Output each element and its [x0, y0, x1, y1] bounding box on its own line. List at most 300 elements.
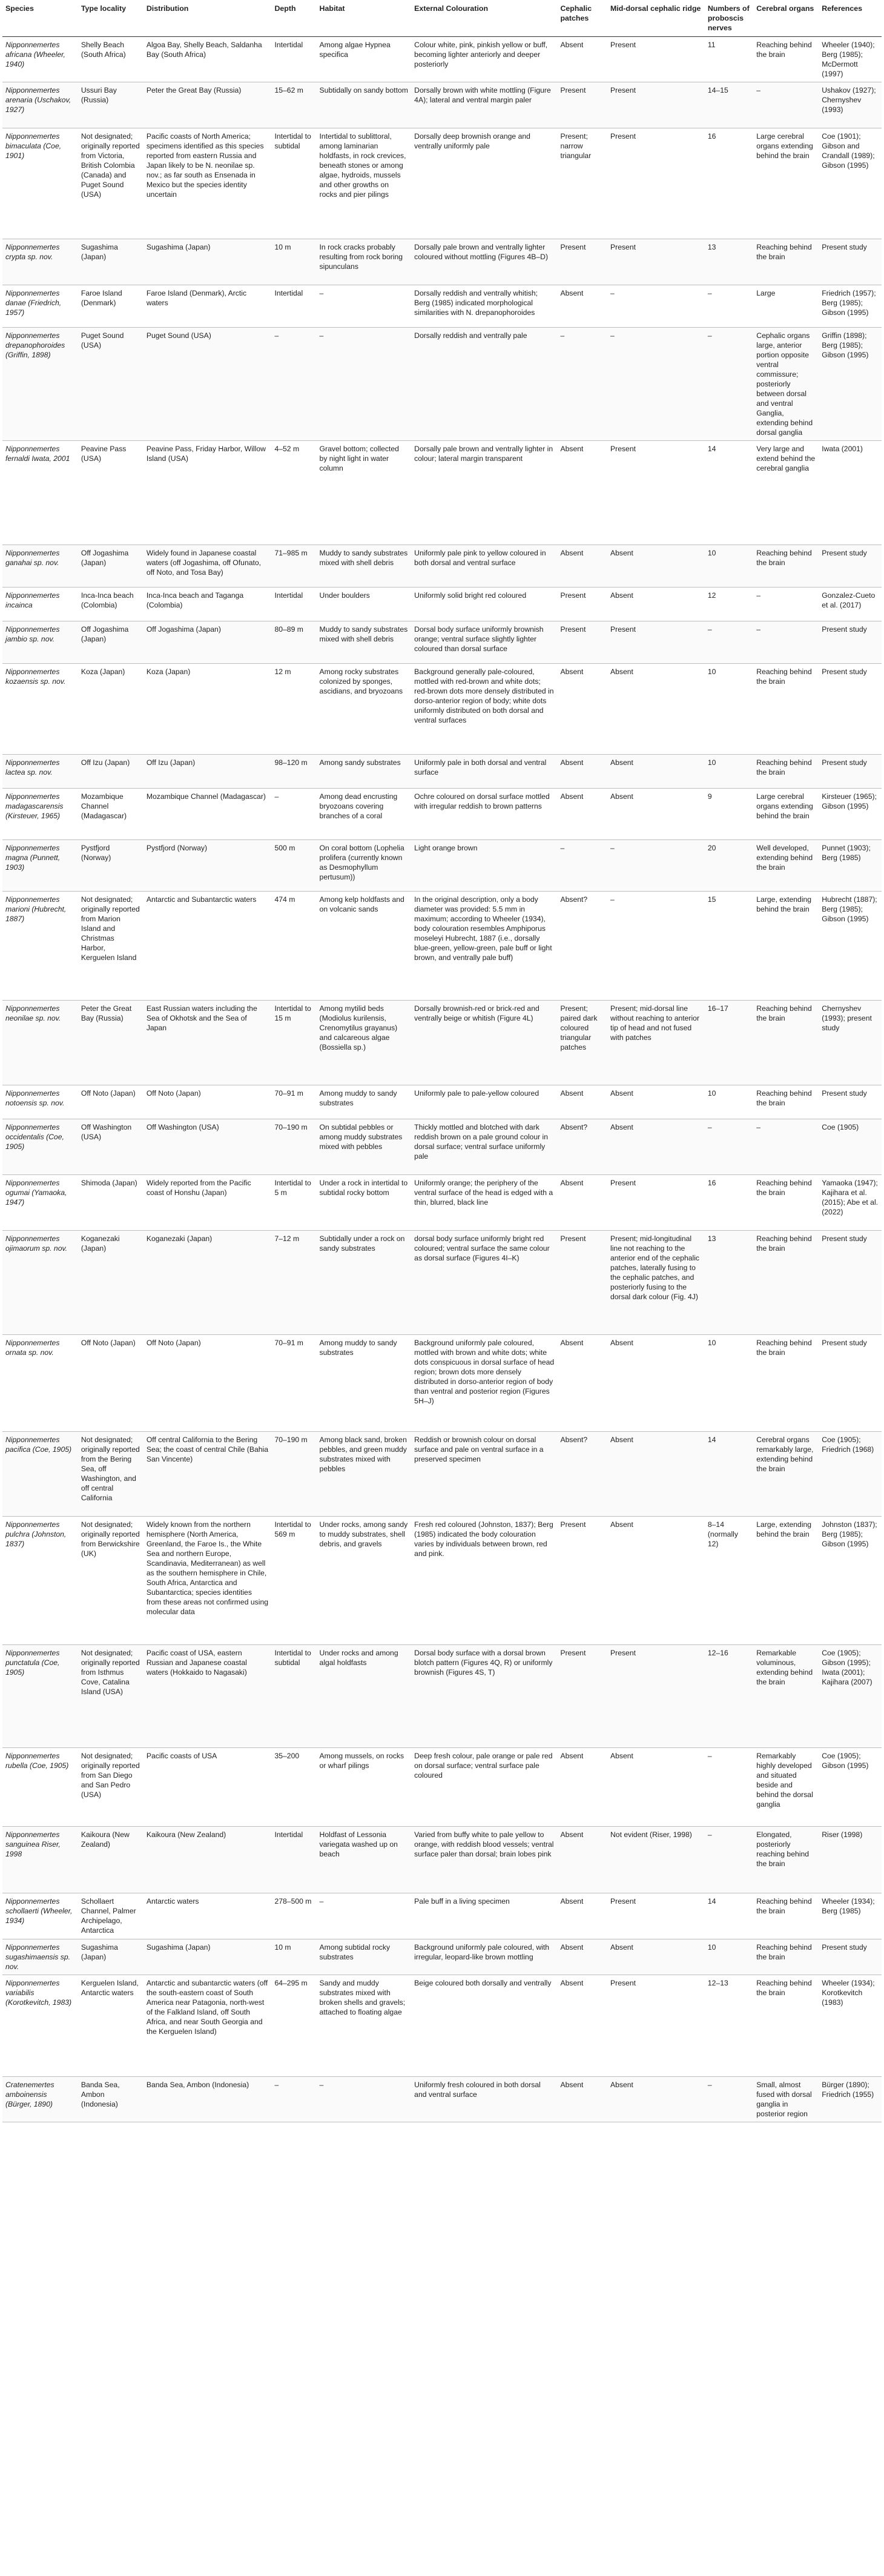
cell-cerebral-organs: Well developed, extending behind the brain	[753, 840, 819, 892]
cell-external-colouration: Uniformly fresh coloured in both dorsal and ventral surface	[411, 2077, 557, 2122]
table-row	[2, 621, 882, 664]
table-row	[2, 664, 882, 755]
cell-proboscis-nerves: 10	[705, 1335, 753, 1432]
cell-species: Nipponnemertes kozaensis sp. nov.	[2, 664, 78, 755]
cell-cerebral-organs: Large cerebral organs extending behind the brain	[753, 789, 819, 840]
cell-type-locality: Faroe Island (Denmark)	[78, 285, 143, 328]
cell-distribution: Off Jogashima (Japan)	[143, 621, 272, 664]
table-row	[2, 588, 882, 621]
cell-distribution: Pystfjord (Norway)	[143, 840, 272, 892]
cell-mid-dorsal-ridge: Absent	[607, 755, 705, 789]
cell-references: Griffin (1898); Berg (1985); Gibson (1995)	[819, 328, 882, 441]
cell-external-colouration: Thickly mottled and blotched with dark reddish brown on a pale ground colour in dorsal surface; ventral surface uniformly pale	[411, 1119, 557, 1175]
cell-external-colouration: Ochre coloured on dorsal surface mottled with irregular reddish to brown patterns	[411, 789, 557, 840]
cell-cerebral-organs: Large, extending behind the brain	[753, 892, 819, 1001]
cell-cerebral-organs: Reaching behind the brain	[753, 239, 819, 285]
cell-species: Nipponnemertes variabilis (Korotkevitch, 1983)	[2, 1975, 78, 2077]
cell-distribution: Faroe Island (Denmark), Arctic waters	[143, 285, 272, 328]
header-references: References	[819, 1, 882, 37]
cell-habitat: On coral bottom (Lophelia prolifera (currently known as Desmophyllum pertusum))	[317, 840, 412, 892]
cell-species: Nipponnemertes ganahai sp. nov.	[2, 545, 78, 588]
cell-references: Wheeler (1934); Korotkevitch (1983)	[819, 1975, 882, 2077]
cell-mid-dorsal-ridge: Present; mid-longitudinal line not reaching to the anterior end of the cephalic patches, laterally fusing to the cephalic patches, and posteriorly fusing to the dorsal dark colour (Fig. 4J)	[607, 1231, 705, 1335]
cell-mid-dorsal-ridge: Present	[607, 128, 705, 239]
cell-distribution: Widely known from the northern hemisphere (North America, Greenland, the Faroe Is., the White Sea and northern Europe, Scandinavia, Mediterranean) as well as the southern hemisphere in Chile, South Africa, Antarctica and Subantarctica; species identities from these areas not confirmed using molecular data	[143, 1517, 272, 1645]
cell-depth: 70–91 m	[271, 1085, 316, 1119]
table-row	[2, 789, 882, 840]
header-depth: Depth	[271, 1, 316, 37]
cell-depth: 500 m	[271, 840, 316, 892]
cell-mid-dorsal-ridge: Present	[607, 441, 705, 545]
cell-cephalic-patches: Absent	[557, 1827, 607, 1893]
cell-references: Riser (1998)	[819, 1827, 882, 1893]
cell-proboscis-nerves: 12–16	[705, 1645, 753, 1748]
cell-cephalic-patches: Present	[557, 239, 607, 285]
cell-cephalic-patches: Absent	[557, 1748, 607, 1827]
cell-mid-dorsal-ridge: –	[607, 328, 705, 441]
cell-species: Nipponnemertes africana (Wheeler, 1940)	[2, 37, 78, 82]
cell-distribution: Off Washington (USA)	[143, 1119, 272, 1175]
cell-species: Nipponnemertes ornata sp. nov.	[2, 1335, 78, 1432]
cell-cephalic-patches: Present	[557, 1517, 607, 1645]
cell-proboscis-nerves: 11	[705, 37, 753, 82]
table-row	[2, 1975, 882, 2077]
table-row	[2, 1893, 882, 1939]
cell-references: Coe (1905); Gibson (1995)	[819, 1748, 882, 1827]
cell-cephalic-patches: Absent	[557, 1939, 607, 1975]
cell-depth: 7–12 m	[271, 1231, 316, 1335]
cell-references: Johnston (1837); Berg (1985); Gibson (1995)	[819, 1517, 882, 1645]
table-row	[2, 239, 882, 285]
cell-cerebral-organs: –	[753, 621, 819, 664]
cell-mid-dorsal-ridge: Present	[607, 1975, 705, 2077]
cell-mid-dorsal-ridge: Absent	[607, 1432, 705, 1517]
cell-type-locality: Off Izu (Japan)	[78, 755, 143, 789]
cell-type-locality: Kaikoura (New Zealand)	[78, 1827, 143, 1893]
table-row	[2, 1085, 882, 1119]
cell-depth: Intertidal to 15 m	[271, 1001, 316, 1085]
cell-cephalic-patches: Absent	[557, 755, 607, 789]
table-row	[2, 1001, 882, 1085]
cell-proboscis-nerves: –	[705, 328, 753, 441]
cell-cerebral-organs: Reaching behind the brain	[753, 1175, 819, 1231]
cell-cephalic-patches: Absent	[557, 2077, 607, 2122]
cell-habitat: Among mussels, on rocks or wharf pilings	[317, 1748, 412, 1827]
cell-habitat: Among black sand, broken pebbles, and green muddy substrates mixed with pebbles	[317, 1432, 412, 1517]
cell-cerebral-organs: Reaching behind the brain	[753, 1975, 819, 2077]
cell-proboscis-nerves: 15	[705, 892, 753, 1001]
cell-depth: Intertidal	[271, 285, 316, 328]
cell-proboscis-nerves: –	[705, 2077, 753, 2122]
table-row	[2, 1231, 882, 1335]
cell-type-locality: Sugashima (Japan)	[78, 239, 143, 285]
cell-proboscis-nerves: 10	[705, 545, 753, 588]
cell-type-locality: Off Jogashima (Japan)	[78, 621, 143, 664]
cell-proboscis-nerves: 13	[705, 239, 753, 285]
cell-distribution: Koganezaki (Japan)	[143, 1231, 272, 1335]
cell-cephalic-patches: Absent	[557, 37, 607, 82]
cell-habitat: –	[317, 1893, 412, 1939]
cell-references: Present study	[819, 239, 882, 285]
cell-habitat: Gravel bottom; collected by night light in water column	[317, 441, 412, 545]
cell-species: Nipponnemertes sugashimaensis sp. nov.	[2, 1939, 78, 1975]
cell-cephalic-patches: –	[557, 328, 607, 441]
cell-type-locality: Peavine Pass (USA)	[78, 441, 143, 545]
table-header-row	[2, 1, 882, 37]
cell-external-colouration: Dorsally brown with white mottling (Figure 4A); lateral and ventral margin paler	[411, 82, 557, 128]
cell-references: Hubrecht (1887); Berg (1985); Gibson (1995)	[819, 892, 882, 1001]
cell-proboscis-nerves: 14	[705, 1893, 753, 1939]
cell-species: Nipponnemertes magna (Punnett, 1903)	[2, 840, 78, 892]
cell-type-locality: Sugashima (Japan)	[78, 1939, 143, 1975]
cell-type-locality: Inca-Inca beach (Colombia)	[78, 588, 143, 621]
cell-depth: Intertidal to subtidal	[271, 1645, 316, 1748]
header-proboscis-nerves: Numbers of proboscis nerves	[705, 1, 753, 37]
cell-type-locality: Not designated; originally reported from the Bering Sea, off Washington, and off central California	[78, 1432, 143, 1517]
table-row	[2, 328, 882, 441]
cell-proboscis-nerves: 12–13	[705, 1975, 753, 2077]
cell-mid-dorsal-ridge: Absent	[607, 1517, 705, 1645]
cell-mid-dorsal-ridge: Present	[607, 1175, 705, 1231]
cell-species: Nipponnemertes arenaria (Uschakov, 1927)	[2, 82, 78, 128]
cell-external-colouration: In the original description, only a body diameter was provided: 5.5 mm in maximum; according to Wheeler (1934), body colouration resembles Amphiporus moseleyi Hubrecht, 1887 (i.e., dorsally blue-green, yellow-green, pale buff or light brown, and ventrally pale buff)	[411, 892, 557, 1001]
cell-habitat: In rock cracks probably resulting from rock boring sipunculans	[317, 239, 412, 285]
cell-depth: Intertidal	[271, 1827, 316, 1893]
cell-distribution: Widely reported from the Pacific coast of Honshu (Japan)	[143, 1175, 272, 1231]
cell-habitat: Among dead encrusting bryozoans covering branches of a coral	[317, 789, 412, 840]
cell-cephalic-patches: Absent	[557, 1175, 607, 1231]
cell-depth: 10 m	[271, 1939, 316, 1975]
cell-habitat: Among muddy to sandy substrates	[317, 1085, 412, 1119]
cell-references: Friedrich (1957); Berg (1985); Gibson (1995)	[819, 285, 882, 328]
cell-external-colouration: Dorsally pale brown and ventrally lighter in colour; lateral margin transparent	[411, 441, 557, 545]
cell-type-locality: Off Noto (Japan)	[78, 1085, 143, 1119]
cell-distribution: Inca-Inca beach and Taganga (Colombia)	[143, 588, 272, 621]
cell-type-locality: Mozambique Channel (Madagascar)	[78, 789, 143, 840]
cell-mid-dorsal-ridge: Present	[607, 1645, 705, 1748]
cell-cephalic-patches: Absent	[557, 545, 607, 588]
cell-species: Nipponnemertes occidentalis (Coe, 1905)	[2, 1119, 78, 1175]
header-habitat: Habitat	[317, 1, 412, 37]
cell-type-locality: Banda Sea, Ambon (Indonesia)	[78, 2077, 143, 2122]
cell-habitat: Muddy to sandy substrates mixed with shell debris	[317, 621, 412, 664]
cell-proboscis-nerves: –	[705, 1827, 753, 1893]
header-cerebral-organs: Cerebral organs	[753, 1, 819, 37]
cell-habitat: On subtidal pebbles or among muddy substrates mixed with pebbles	[317, 1119, 412, 1175]
cell-species: Nipponnemertes lactea sp. nov.	[2, 755, 78, 789]
cell-mid-dorsal-ridge: Present; mid-dorsal line without reaching to anterior tip of head and not fused with patches	[607, 1001, 705, 1085]
cell-habitat: Under a rock in intertidal to subtidal rocky bottom	[317, 1175, 412, 1231]
cell-cerebral-organs: –	[753, 82, 819, 128]
cell-cephalic-patches: Absent?	[557, 892, 607, 1001]
cell-cerebral-organs: Reaching behind the brain	[753, 1231, 819, 1335]
cell-references: Coe (1905)	[819, 1119, 882, 1175]
cell-habitat: Subtidally under a rock on sandy substrates	[317, 1231, 412, 1335]
cell-depth: –	[271, 789, 316, 840]
cell-mid-dorsal-ridge: –	[607, 840, 705, 892]
cell-habitat: Under boulders	[317, 588, 412, 621]
cell-species: Nipponnemertes jambio sp. nov.	[2, 621, 78, 664]
cell-habitat: Intertidal to sublittoral, among laminarian holdfasts, in rock crevices, beneath stones or among algae, hydroids, mussels and other growths on rocks and pier pilings	[317, 128, 412, 239]
cell-proboscis-nerves: –	[705, 285, 753, 328]
cell-habitat: Subtidally on sandy bottom	[317, 82, 412, 128]
cell-cerebral-organs: Reaching behind the brain	[753, 37, 819, 82]
cell-external-colouration: Dorsal body surface uniformly brownish orange; ventral surface slightly lighter coloured than dorsal surface	[411, 621, 557, 664]
cell-distribution: Peavine Pass, Friday Harbor, Willow Island (USA)	[143, 441, 272, 545]
cell-cerebral-organs: Elongated, posteriorly reaching behind the brain	[753, 1827, 819, 1893]
cell-depth: Intertidal to 569 m	[271, 1517, 316, 1645]
cell-external-colouration: Uniformly orange; the periphery of the ventral surface of the head is edged with a thin, blurred, black line	[411, 1175, 557, 1231]
cell-references: Punnet (1903); Berg (1985)	[819, 840, 882, 892]
cell-species: Nipponnemertes ojimaorum sp. nov.	[2, 1231, 78, 1335]
cell-type-locality: Not designated; originally reported from Isthmus Cove, Catalina Island (USA)	[78, 1645, 143, 1748]
cell-distribution: Antarctic and subantarctic waters (off the south-eastern coast of South America near Patagonia, north-west of the Falkland Island, off South Africa, and near South Georgia and the Kerguelen Island)	[143, 1975, 272, 2077]
cell-species: Nipponnemertes bimaculata (Coe, 1901)	[2, 128, 78, 239]
cell-references: Present study	[819, 1085, 882, 1119]
cell-proboscis-nerves: 14	[705, 1432, 753, 1517]
cell-cerebral-organs: Very large and extend behind the cerebral ganglia	[753, 441, 819, 545]
cell-proboscis-nerves: 10	[705, 1939, 753, 1975]
cell-distribution: Koza (Japan)	[143, 664, 272, 755]
table-row	[2, 128, 882, 239]
cell-distribution: Banda Sea, Ambon (Indonesia)	[143, 2077, 272, 2122]
cell-habitat: Among subtidal rocky substrates	[317, 1939, 412, 1975]
cell-mid-dorsal-ridge: Absent	[607, 1748, 705, 1827]
cell-depth: 278–500 m	[271, 1893, 316, 1939]
cell-cerebral-organs: Reaching behind the brain	[753, 1335, 819, 1432]
cell-type-locality: Koza (Japan)	[78, 664, 143, 755]
cell-external-colouration: Colour white, pink, pinkish yellow or buff, becoming lighter anteriorly and deeper posteriorly	[411, 37, 557, 82]
cell-distribution: Widely found in Japanese coastal waters (off Jogashima, off Ofunato, off Noto, and Tosa Bay)	[143, 545, 272, 588]
cell-depth: 474 m	[271, 892, 316, 1001]
cell-mid-dorsal-ridge: Absent	[607, 2077, 705, 2122]
cell-references: Iwata (2001)	[819, 441, 882, 545]
cell-proboscis-nerves: 16	[705, 128, 753, 239]
cell-references: Bürger (1890); Friedrich (1955)	[819, 2077, 882, 2122]
cell-external-colouration: Background uniformly pale coloured, with irregular, leopard-like brown mottling	[411, 1939, 557, 1975]
cell-distribution: Sugashima (Japan)	[143, 1939, 272, 1975]
table-row	[2, 37, 882, 82]
cell-references: Coe (1901); Gibson and Crandall (1989); Gibson (1995)	[819, 128, 882, 239]
cell-distribution: Off Noto (Japan)	[143, 1335, 272, 1432]
cell-distribution: Pacific coast of USA, eastern Russian and Japanese coastal waters (Hokkaido to Nagasaki)	[143, 1645, 272, 1748]
cell-distribution: Pacific coasts of USA	[143, 1748, 272, 1827]
cell-cephalic-patches: Present	[557, 588, 607, 621]
cell-cephalic-patches: Present	[557, 82, 607, 128]
cell-cerebral-organs: Large	[753, 285, 819, 328]
cell-type-locality: Not designated; originally reported from San Diego and San Pedro (USA)	[78, 1748, 143, 1827]
cell-cephalic-patches: Present	[557, 621, 607, 664]
cell-mid-dorsal-ridge: Present	[607, 37, 705, 82]
cell-depth: 80–89 m	[271, 621, 316, 664]
cell-cephalic-patches: –	[557, 840, 607, 892]
cell-mid-dorsal-ridge: Present	[607, 1893, 705, 1939]
cell-proboscis-nerves: 10	[705, 1085, 753, 1119]
cell-proboscis-nerves: 20	[705, 840, 753, 892]
cell-cephalic-patches: Present	[557, 1231, 607, 1335]
cell-type-locality: Pystfjord (Norway)	[78, 840, 143, 892]
cell-mid-dorsal-ridge: Absent	[607, 789, 705, 840]
cell-type-locality: Ussuri Bay (Russia)	[78, 82, 143, 128]
cell-species: Nipponnemertes ogumai (Yamaoka, 1947)	[2, 1175, 78, 1231]
cell-habitat: Under rocks and among algal holdfasts	[317, 1645, 412, 1748]
table-row	[2, 1827, 882, 1893]
cell-mid-dorsal-ridge: Present	[607, 82, 705, 128]
cell-references: Coe (1905); Gibson (1995); Iwata (2001); Kajihara (2007)	[819, 1645, 882, 1748]
cell-proboscis-nerves: –	[705, 621, 753, 664]
cell-references: Present study	[819, 664, 882, 755]
cell-depth: Intertidal to 5 m	[271, 1175, 316, 1231]
cell-mid-dorsal-ridge: Present	[607, 621, 705, 664]
cell-habitat: Among kelp holdfasts and on volcanic sands	[317, 892, 412, 1001]
cell-external-colouration: Light orange brown	[411, 840, 557, 892]
cell-habitat: Among mytilid beds (Modiolus kurilensis, Crenomytilus grayanus) and calcareous algae (Bossiella sp.)	[317, 1001, 412, 1085]
table-row	[2, 1517, 882, 1645]
cell-cephalic-patches: Absent?	[557, 1432, 607, 1517]
cell-cerebral-organs: Reaching behind the brain	[753, 664, 819, 755]
cell-mid-dorsal-ridge: Absent	[607, 1335, 705, 1432]
cell-habitat: Sandy and muddy substrates mixed with broken shells and gravels; attached to floating algae	[317, 1975, 412, 2077]
cell-references: Present study	[819, 1939, 882, 1975]
cell-mid-dorsal-ridge: Absent	[607, 664, 705, 755]
cell-type-locality: Shelly Beach (South Africa)	[78, 37, 143, 82]
cell-cerebral-organs: Reaching behind the brain	[753, 1001, 819, 1085]
cell-depth: 10 m	[271, 239, 316, 285]
cell-cerebral-organs: Remarkably highly developed and situated beside and behind the dorsal ganglia	[753, 1748, 819, 1827]
cell-references: Present study	[819, 621, 882, 664]
cell-depth: 70–190 m	[271, 1432, 316, 1517]
cell-external-colouration: Background generally pale-coloured, mottled with red-brown and white dots; red-brown dots more densely distributed in dorso-anterior region of body; white dots uniformly distributed on both dorsal and ventral surfaces	[411, 664, 557, 755]
cell-species: Nipponnemertes danae (Friedrich, 1957)	[2, 285, 78, 328]
cell-external-colouration: Dorsally reddish and ventrally pale	[411, 328, 557, 441]
cell-mid-dorsal-ridge: Not evident (Riser, 1998)	[607, 1827, 705, 1893]
cell-external-colouration: Dorsally reddish and ventrally whitish; Berg (1985) indicated morphological similarities with N. drepanophoroides	[411, 285, 557, 328]
cell-proboscis-nerves: 16	[705, 1175, 753, 1231]
cell-references: Chernyshev (1993); present study	[819, 1001, 882, 1085]
cell-species: Nipponnemertes pacifica (Coe, 1905)	[2, 1432, 78, 1517]
cell-distribution: Sugashima (Japan)	[143, 239, 272, 285]
cell-cephalic-patches: Absent	[557, 789, 607, 840]
cell-depth: –	[271, 328, 316, 441]
table-row	[2, 1645, 882, 1748]
table-row	[2, 1432, 882, 1517]
table-row	[2, 1939, 882, 1975]
cell-mid-dorsal-ridge: Absent	[607, 588, 705, 621]
cell-distribution: Off Izu (Japan)	[143, 755, 272, 789]
cell-type-locality: Shimoda (Japan)	[78, 1175, 143, 1231]
cell-cerebral-organs: –	[753, 1119, 819, 1175]
cell-cerebral-organs: Remarkable voluminous, extending behind the brain	[753, 1645, 819, 1748]
table-row	[2, 1748, 882, 1827]
cell-cephalic-patches: Absent	[557, 1335, 607, 1432]
cell-distribution: Pacific coasts of North America; specimens identified as this species reported from eastern Russia and Japan likely to be N. neonilae sp. nov.; as far south as Ensenada in Mexico but the species identity uncertain	[143, 128, 272, 239]
cell-type-locality: Schollaert Channel, Palmer Archipelago, Antarctica	[78, 1893, 143, 1939]
cell-species: Nipponnemertes fernaldi Iwata, 2001	[2, 441, 78, 545]
table-row	[2, 545, 882, 588]
cell-cerebral-organs: Cerebral organs remarkably large, extending behind the brain	[753, 1432, 819, 1517]
header-cephalic-patches: Cephalic patches	[557, 1, 607, 37]
cell-habitat: Under rocks, among sandy to muddy substrates, shell debris, and gravels	[317, 1517, 412, 1645]
cell-cerebral-organs: –	[753, 588, 819, 621]
cell-external-colouration: Uniformly pale to pale-yellow coloured	[411, 1085, 557, 1119]
cell-mid-dorsal-ridge: –	[607, 285, 705, 328]
header-type-locality: Type locality	[78, 1, 143, 37]
cell-distribution: Mozambique Channel (Madagascar)	[143, 789, 272, 840]
cell-references: Present study	[819, 755, 882, 789]
cell-cerebral-organs: Reaching behind the brain	[753, 545, 819, 588]
cell-species: Nipponnemertes madagascarensis (Kirsteuer, 1965)	[2, 789, 78, 840]
table-row	[2, 755, 882, 789]
cell-distribution: Peter the Great Bay (Russia)	[143, 82, 272, 128]
cell-proboscis-nerves: –	[705, 1748, 753, 1827]
header-distribution: Distribution	[143, 1, 272, 37]
cell-proboscis-nerves: 9	[705, 789, 753, 840]
cell-type-locality: Off Noto (Japan)	[78, 1335, 143, 1432]
cell-depth: 15–62 m	[271, 82, 316, 128]
cell-species: Nipponnemertes drepanophoroides (Griffin, 1898)	[2, 328, 78, 441]
cell-cephalic-patches: Absent	[557, 1085, 607, 1119]
cell-external-colouration: Uniformly solid bright red coloured	[411, 588, 557, 621]
cell-proboscis-nerves: 10	[705, 664, 753, 755]
cell-species: Nipponnemertes rubella (Coe, 1905)	[2, 1748, 78, 1827]
cell-proboscis-nerves: 13	[705, 1231, 753, 1335]
cell-depth: 71–985 m	[271, 545, 316, 588]
cell-species: Nipponnemertes crypta sp. nov.	[2, 239, 78, 285]
cell-species: Nipponnemertes marioni (Hubrecht, 1887)	[2, 892, 78, 1001]
cell-distribution: Kaikoura (New Zealand)	[143, 1827, 272, 1893]
cell-type-locality: Off Jogashima (Japan)	[78, 545, 143, 588]
header-mid-dorsal-ridge: Mid-dorsal cephalic ridge	[607, 1, 705, 37]
header-external-colouration: External Colouration	[411, 1, 557, 37]
cell-cephalic-patches: Present; narrow triangular	[557, 128, 607, 239]
cell-type-locality: Kerguelen Island, Antarctic waters	[78, 1975, 143, 2077]
cell-cerebral-organs: Large cerebral organs extending behind the brain	[753, 128, 819, 239]
cell-depth: Intertidal	[271, 37, 316, 82]
cell-references: Kirsteuer (1965); Gibson (1995)	[819, 789, 882, 840]
cell-type-locality: Koganezaki (Japan)	[78, 1231, 143, 1335]
cell-proboscis-nerves: –	[705, 1119, 753, 1175]
cell-cephalic-patches: Absent	[557, 1893, 607, 1939]
cell-habitat: Among sandy substrates	[317, 755, 412, 789]
cell-proboscis-nerves: 10	[705, 755, 753, 789]
cell-external-colouration: Dorsal body surface with a dorsal brown blotch pattern (Figures 4Q, R) or uniformly brownish (Figures 4S, T)	[411, 1645, 557, 1748]
cell-habitat: –	[317, 328, 412, 441]
cell-cerebral-organs: Small, almost fused with dorsal ganglia in posterior region	[753, 2077, 819, 2122]
cell-external-colouration: Pale buff in a living specimen	[411, 1893, 557, 1939]
table-row	[2, 82, 882, 128]
table-row	[2, 441, 882, 545]
cell-external-colouration: Fresh red coloured (Johnston, 1837); Berg (1985) indicated the body colouration varies by individuals between brown, red and pink.	[411, 1517, 557, 1645]
cell-species: Nipponnemertes neonilae sp. nov.	[2, 1001, 78, 1085]
cell-proboscis-nerves: 16–17	[705, 1001, 753, 1085]
cell-external-colouration: Uniformly pale pink to yellow coloured in both dorsal and ventral surface	[411, 545, 557, 588]
cell-references: Gonzalez-Cueto et al. (2017)	[819, 588, 882, 621]
cell-references: Yamaoka (1947); Kajihara et al. (2015); Abe et al. (2022)	[819, 1175, 882, 1231]
cell-depth: 64–295 m	[271, 1975, 316, 2077]
cell-cephalic-patches: Present	[557, 1645, 607, 1748]
table-row	[2, 840, 882, 892]
cell-habitat: Holdfast of Lessonia variegata washed up on beach	[317, 1827, 412, 1893]
cell-mid-dorsal-ridge: Absent	[607, 1085, 705, 1119]
cell-cephalic-patches: Absent	[557, 441, 607, 545]
cell-proboscis-nerves: 12	[705, 588, 753, 621]
cell-type-locality: Off Washington (USA)	[78, 1119, 143, 1175]
cell-depth: 35–200	[271, 1748, 316, 1827]
cell-distribution: Antarctic and Subantarctic waters	[143, 892, 272, 1001]
cell-habitat: Among muddy to sandy substrates	[317, 1335, 412, 1432]
cell-external-colouration: Dorsally deep brownish orange and ventrally uniformly pale	[411, 128, 557, 239]
header-species: Species	[2, 1, 78, 37]
